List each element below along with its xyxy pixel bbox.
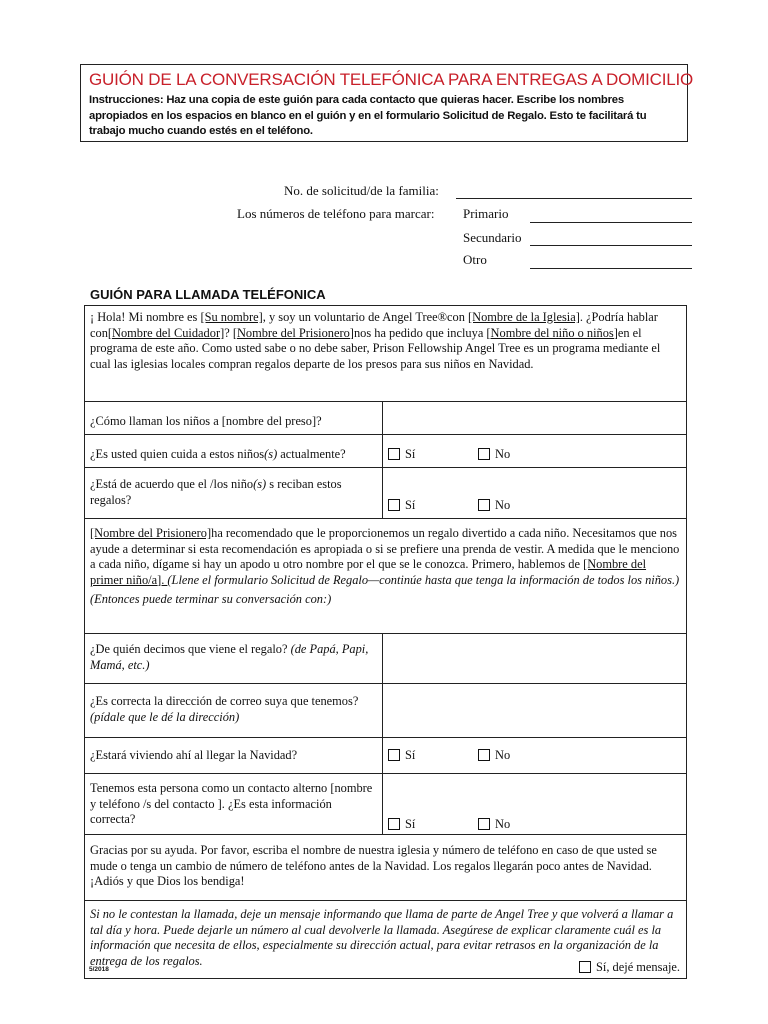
answer-living	[383, 738, 687, 774]
other-phone-field[interactable]	[530, 268, 692, 269]
q-agree-a: ¿Está de acuerdo que el /los niño	[90, 477, 254, 491]
closing-cell: Gracias por su ayuda. Por favor, escriba el nombre de nuestra iglesia y número de teléfono en caso de que usted se mude o tenga un cambio de número de teléfono antes de la Navidad. Los regalos llegarán poco antes de Navidad. ¡Adiós y que Dios los bendiga!	[85, 835, 687, 901]
closing-row	[85, 835, 687, 901]
recommend-text: ha recomendado que le proporcionemos un regalo divertido a cada niño. Necesitamos que nos ayude a determinar si esta recomendación es apropiada o si se prefiere una prenda de vestir. A medida que le menciono a cada niño, dígame si hay un apodo u otro nombre por el que se le conozca. Primero, hablemos de	[90, 526, 680, 571]
q-address-a: ¿Es correcta la dirección de correo suya que tenemos?	[90, 694, 359, 708]
children-names-blank: [Nombre del niño o niños]	[486, 325, 618, 340]
first-child-name-blank: [Nombre del primer niño/a].	[90, 557, 647, 587]
yes-label: Sí	[405, 748, 416, 762]
question-call-children: ¿Cómo llaman los niños a [nombre del preso]?	[85, 402, 383, 435]
no-label: No	[495, 748, 511, 762]
voicemail-cell	[85, 901, 687, 979]
intro-text-5: nos ha pedido que incluya	[353, 325, 487, 340]
q-from-b: (de Papá, Papi, Mamá, etc.)	[90, 642, 369, 672]
revision-date: 5/2018	[89, 966, 109, 973]
q-agree-b: (s)	[253, 477, 267, 491]
recommend-cell	[85, 519, 687, 634]
no-label: No	[495, 816, 511, 831]
intro-cell	[85, 306, 687, 402]
left-message-option	[575, 960, 680, 976]
prisoner-name-blank: [Nombre del Prisionero]	[232, 325, 354, 340]
answer-agree	[383, 468, 687, 519]
script-heading: GUIÓN PARA LLAMADA TELÉFONICA	[90, 287, 326, 302]
intro-row	[85, 306, 687, 402]
recommend-row	[85, 519, 687, 634]
q-agree-c: s reciban estos regalos?	[90, 477, 342, 507]
question-row	[85, 402, 687, 435]
intro-text-4: ?	[224, 325, 233, 340]
other-phone-label: Otro	[463, 252, 487, 267]
q-address-b: (pídale que le dé la dirección)	[90, 709, 240, 724]
no-checkbox[interactable]	[478, 448, 490, 460]
intro-text-1: ¡ Hola! Mi nombre es	[90, 310, 201, 324]
question-agree	[85, 468, 383, 519]
question-living: ¿Estará viviendo ahí al llegar la Navidad?	[85, 738, 383, 774]
yes-checkbox[interactable]	[388, 749, 400, 761]
end-conversation-note: (Entonces puede terminar su conversación con:)	[90, 592, 332, 606]
voicemail-instructions: Si no le contestan la llamada, deje un mensaje informando que llama de parte de Angel Tree y que volverá a llamar a tal día y hora. Puede dejarle un número al cual devolverle la llamada. Asegúrese de explicar claramente cuál es la información que necesita de ellos, especialmente su dirección actual, para evitar retrasos en la organización de la entrega de los regalos.	[90, 907, 674, 968]
question-row	[85, 774, 687, 835]
left-message-checkbox[interactable]	[579, 961, 591, 973]
q-caretaker-a: ¿Es usted quien cuida a estos niños	[90, 447, 265, 461]
primary-phone-label: Primario	[463, 206, 509, 221]
intro-text-3: . ¿Podría hablar con	[90, 310, 658, 340]
call-script-table	[84, 305, 687, 979]
request-number-label: No. de solicitud/de la familia:	[284, 183, 439, 198]
q-from-a: ¿De quién decimos que viene el regalo?	[90, 642, 291, 656]
question-address	[85, 684, 383, 738]
yes-checkbox[interactable]	[388, 499, 400, 511]
no-checkbox[interactable]	[478, 818, 490, 830]
question-alt-contact: Tenemos esta persona como un contacto alterno [nombre y teléfono /s del contacto ]. ¿Es esta información correcta?	[85, 774, 383, 835]
yes-label: Sí	[405, 816, 416, 831]
church-name-blank: [Nombre de la Iglesia]	[468, 310, 580, 324]
intro-text-2: , y soy un voluntario de Angel Tree®con	[262, 310, 469, 324]
answer-call-children[interactable]	[383, 402, 687, 435]
voicemail-row	[85, 901, 687, 979]
primary-phone-field[interactable]	[530, 222, 692, 223]
no-checkbox[interactable]	[478, 499, 490, 511]
secondary-phone-label: Secundario	[463, 230, 522, 245]
caretaker-name-blank: [Nombre del Cuidador]	[107, 325, 225, 340]
secondary-phone-field[interactable]	[530, 245, 692, 246]
yes-label: Sí	[405, 497, 416, 512]
instructions-box	[80, 64, 694, 142]
question-row	[85, 738, 687, 774]
no-checkbox[interactable]	[478, 749, 490, 761]
your-name-blank: [Su nombre]	[200, 310, 263, 324]
prisoner-name-blank: [Nombre del Prisionero]	[90, 526, 212, 540]
question-row	[85, 435, 687, 468]
fill-form-note: (Llene el formulario Solicitud de Regalo—continúe hasta que tenga la información de todos los niños.)	[167, 572, 680, 587]
no-label: No	[495, 447, 511, 461]
left-message-label: Sí, dejé mensaje.	[596, 959, 680, 974]
question-caretaker	[85, 435, 383, 468]
yes-checkbox[interactable]	[388, 818, 400, 830]
instructions-text: Instrucciones: Haz una copia de este guión para cada contacto que quieras hacer. Escribe los nombres apropiados en los espacios en blanco en el guión y en el formulario Solicitud de Regalo. Esto te facilitará tu trabajo mucho cuando estés en el teléfono.	[89, 94, 647, 137]
intro-text-6: en el programa de este año. Como usted sabe o no debe saber, Prison Fellowship Angel Tree es un programa mediante el cual las iglesias locales compran regalos departe de los presos para sus niños en Navidad.	[90, 325, 661, 371]
answer-gift-from[interactable]	[383, 634, 687, 684]
yes-checkbox[interactable]	[388, 448, 400, 460]
q-caretaker-c: actualmente?	[277, 447, 346, 461]
question-row	[85, 684, 687, 738]
phone-numbers-label: Los números de teléfono para marcar:	[237, 206, 435, 221]
question-gift-from	[85, 634, 383, 684]
no-label: No	[495, 497, 511, 512]
yes-label: Sí	[405, 447, 416, 461]
q-caretaker-b: (s)	[264, 447, 278, 461]
question-row	[85, 468, 687, 519]
answer-address[interactable]	[383, 684, 687, 738]
answer-alt-contact	[383, 774, 687, 835]
request-number-field[interactable]	[456, 198, 692, 199]
document-title: GUIÓN DE LA CONVERSACIÓN TELEFÓNICA PARA ENTREGAS A DOMICILIO	[89, 70, 694, 89]
question-row	[85, 634, 687, 684]
answer-caretaker	[383, 435, 687, 468]
